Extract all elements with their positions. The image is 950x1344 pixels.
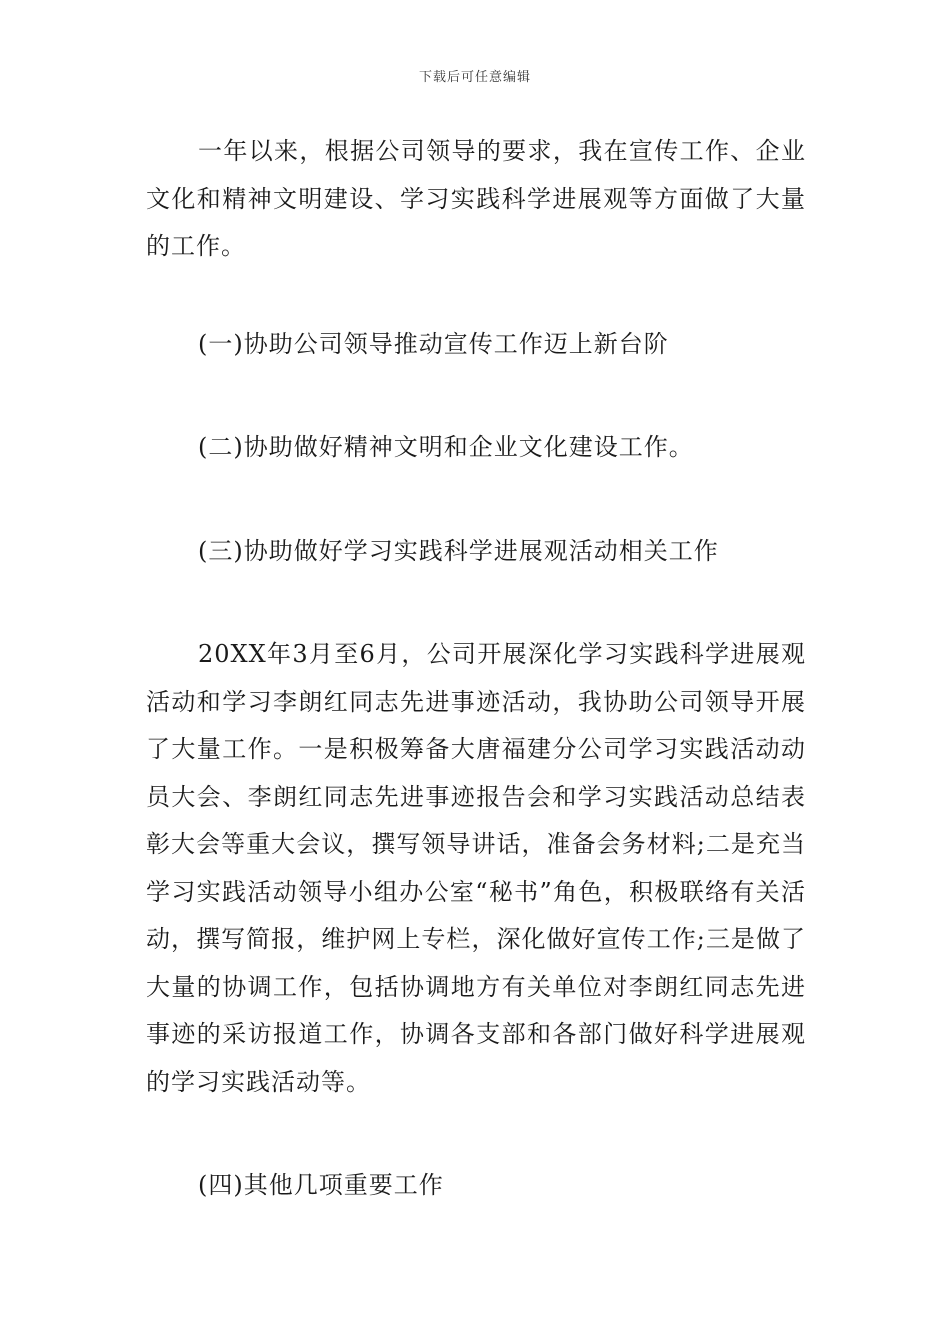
section-heading-3: (三)协助做好学习实践科学进展观活动相关工作 xyxy=(198,536,719,565)
spacer xyxy=(146,575,806,631)
intro-paragraph: 一年以来，根据公司领导的要求，我在宣传工作、企业文化和精神文明建设、学习实践科学进展观等方面做了大量的工作。 xyxy=(146,137,806,260)
section-heading-1: (一)协助公司领导推动宣传工作迈上新台阶 xyxy=(198,329,669,358)
page-header-note: 下载后可任意编辑 xyxy=(418,70,531,85)
section-heading-4: (四)其他几项重要工作 xyxy=(198,1171,444,1199)
document-body xyxy=(146,128,806,1210)
body-paragraph: 20XX年3月至6月，公司开展深化学习实践科学进展观活动和学习李朗红同志先进事迹活动，我协助公司领导开展了大量工作。一是积极筹备大唐福建分公司学习实践活动动员大会、李朗红同志先进事迹报告会和学习实践活动总结表彰大会等重大会议，撰写领导讲话，准备会务材料;二是充当学习实践活动领导小组办公室“秘书”角色，积极联络有关活动，撰写简报，维护网上专栏，深化做好宣传工作;三是做了大量的协调工作，包括协调地方有关单位对李朗红同志先进事迹的采访报道工作，协调各支部和各部门做好科学进展观的学习实践活动等。 xyxy=(146,640,806,1096)
section-heading-2: (二)协助做好精神文明和企业文化建设工作。 xyxy=(198,433,694,461)
spacer xyxy=(146,271,806,321)
spacer xyxy=(146,368,806,424)
spacer xyxy=(146,1106,806,1162)
spacer xyxy=(146,472,806,528)
